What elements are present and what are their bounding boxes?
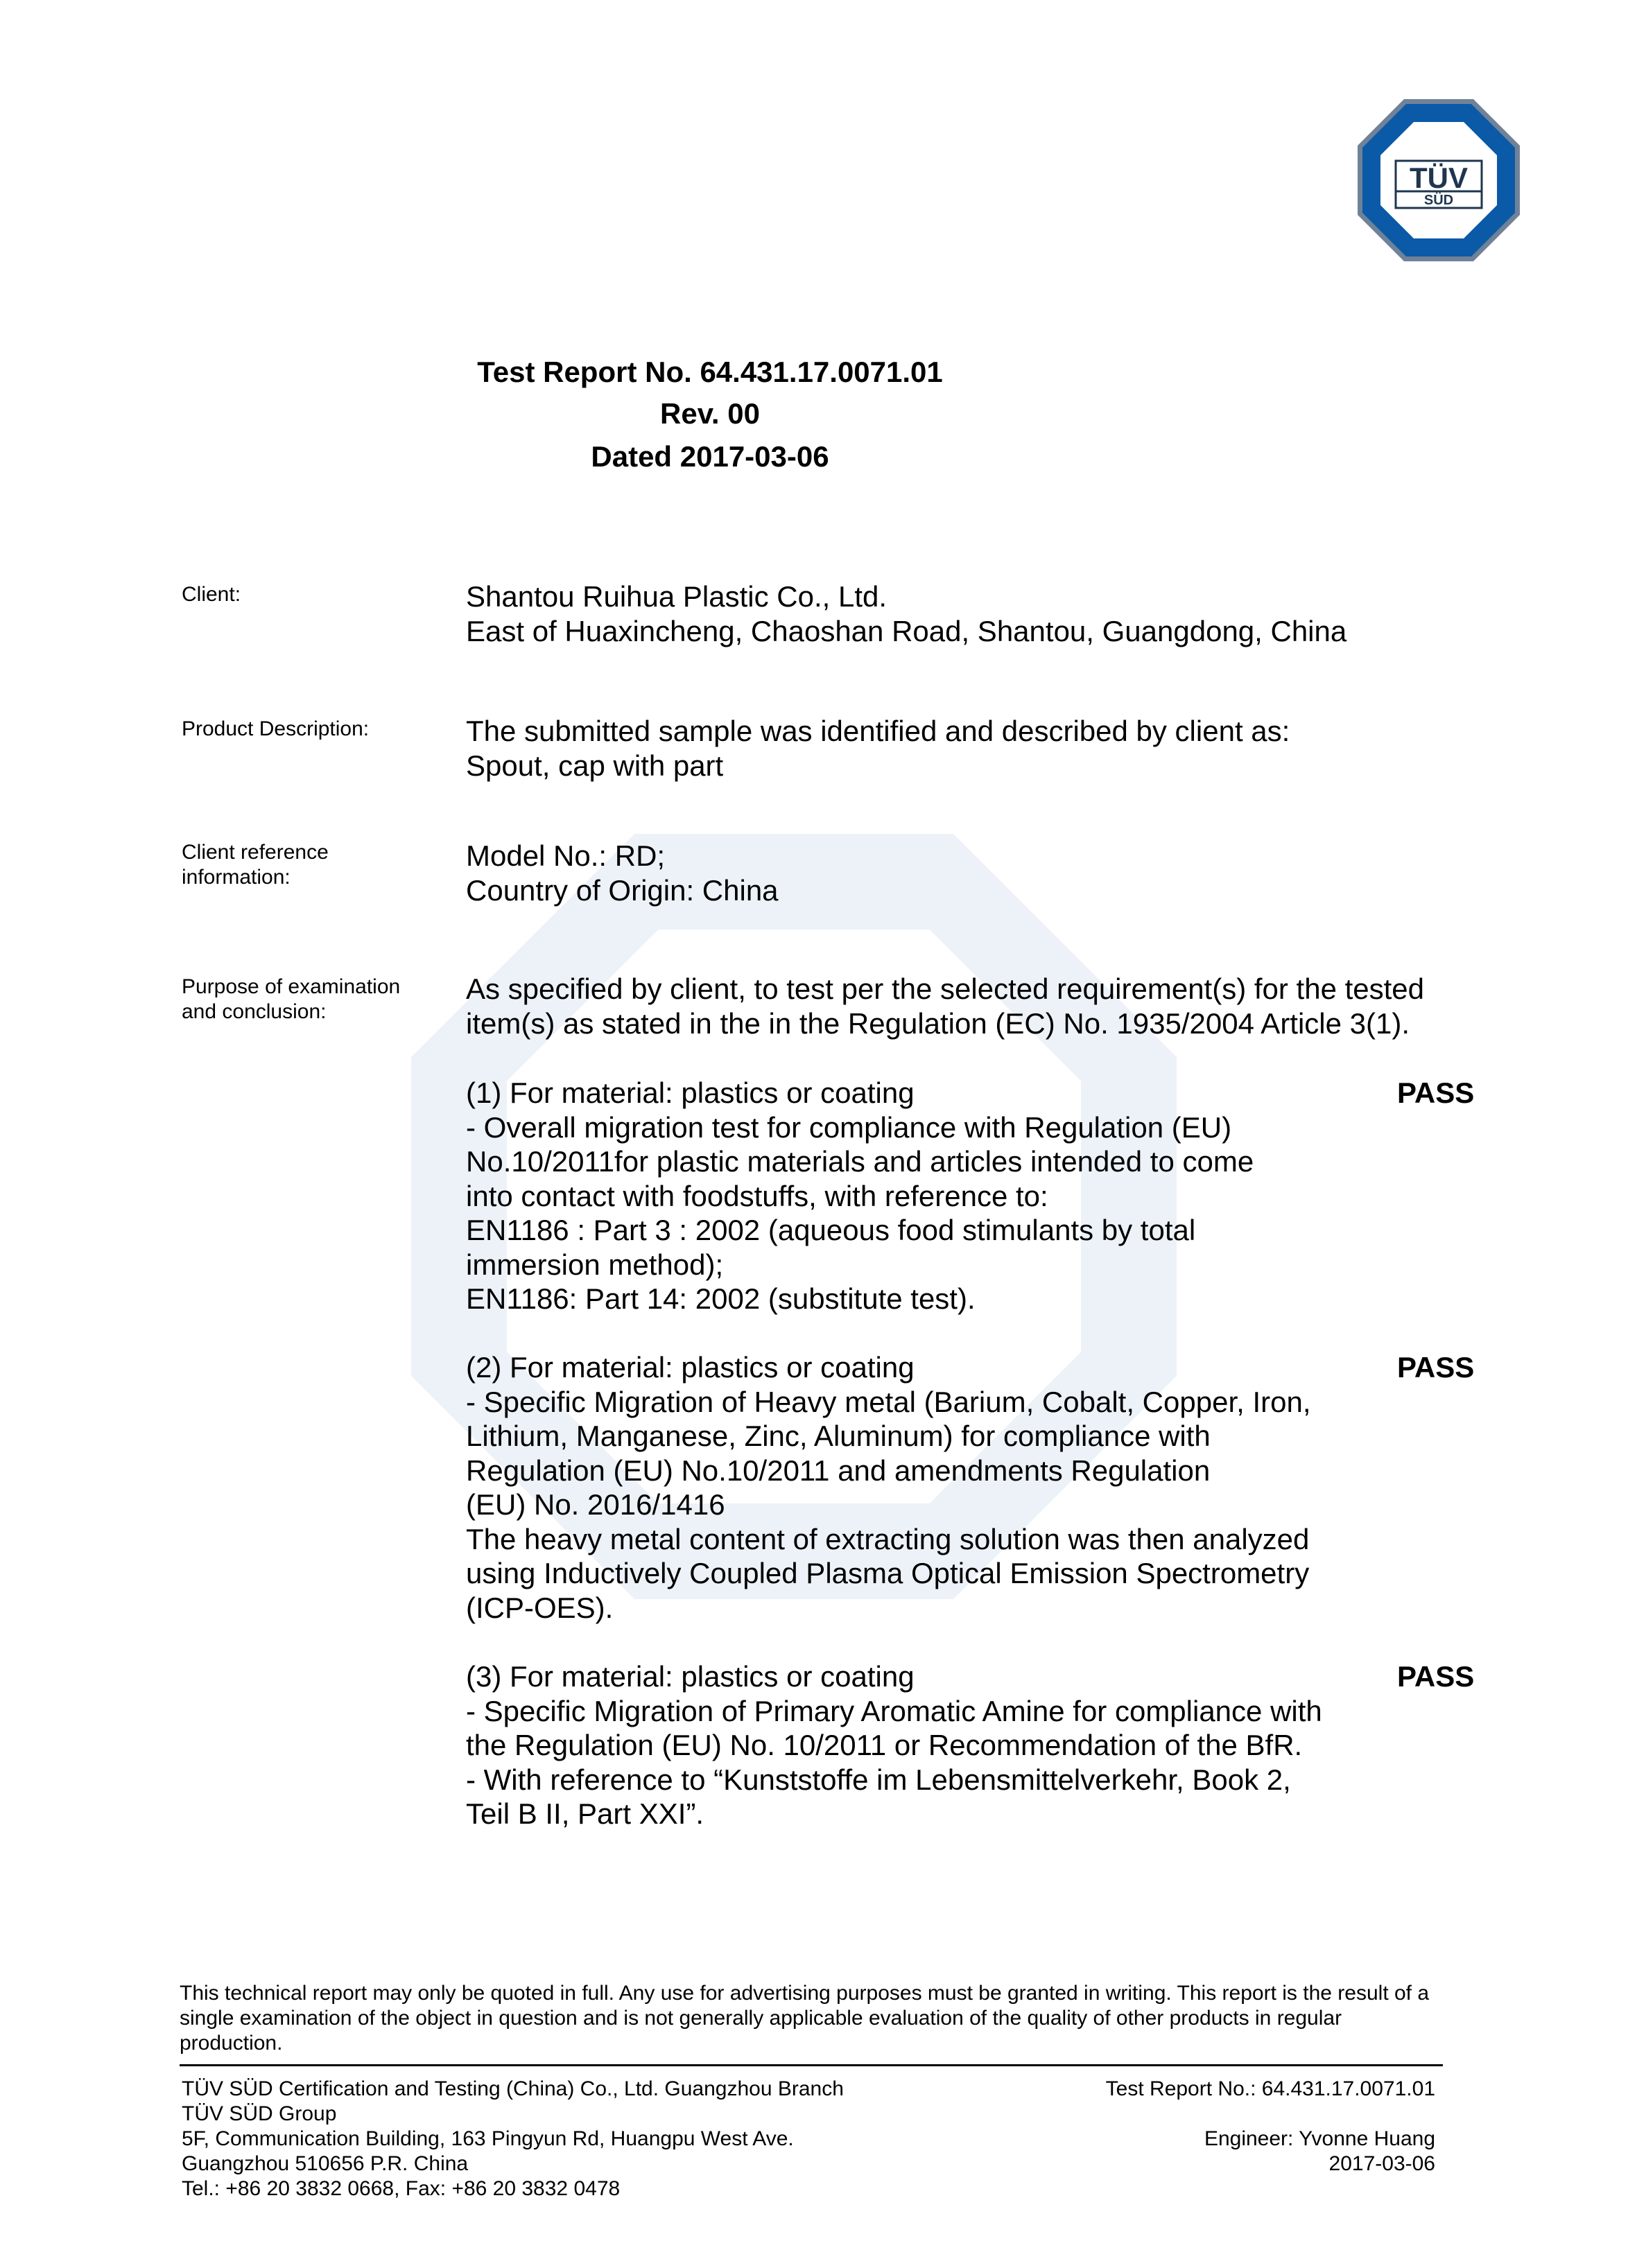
client-address: East of Huaxincheng, Chaoshan Road, Shantou, Guangdong, China — [466, 615, 1347, 647]
test-3-result: PASS — [1397, 1660, 1475, 1693]
tuv-sud-logo — [1356, 97, 1522, 263]
svg-text:TÜV: TÜV — [1410, 162, 1468, 194]
product-line-1: The submitted sample was identified and described by client as: — [466, 715, 1290, 747]
client-label: Client: — [182, 583, 241, 606]
footer-engineer: Engineer: Yvonne Huang — [1204, 2127, 1435, 2150]
footer-group: TÜV SÜD Group — [182, 2102, 337, 2125]
test-2-result: PASS — [1397, 1351, 1475, 1384]
footer-company-info — [182, 2077, 844, 2201]
test-item-2: (2) For material: plastics or coating - Specific Migration of Heavy metal (Barium, Cobalt, Copper, Iron, Lithium, Manganese, Zinc, Aluminum) for compliance with Regulation (EU) No.10/2011 and amendments Regulation (EU) No. 2016/1416 The heavy metal content of extracting solution was then analyzed using Inductively Coupled Plasma Optical Emission Spectrometry (ICP-OES). — [466, 1351, 1311, 1624]
client-name: Shantou Ruihua Plastic Co., Ltd. — [466, 580, 887, 613]
disclaimer-text: This technical report may only be quoted in full. Any use for advertising purposes must be granted in writing. This report is the result of a single examination of the object in question and is not generally applicable evaluation of the quality of other products in regular production. — [180, 1982, 1430, 2055]
test-1-result: PASS — [1397, 1076, 1475, 1109]
model-number: Model No.: RD; — [466, 839, 666, 872]
revision-title: Rev. 00 — [660, 397, 760, 430]
country-of-origin: Country of Origin: China — [466, 874, 779, 907]
report-number-title: Test Report No. 64.431.17.0071.01 — [477, 356, 943, 388]
footer-contact: Tel.: +86 20 3832 0668, Fax: +86 20 3832 0478 — [182, 2177, 621, 2200]
client-value — [466, 579, 1346, 649]
product-description-value — [466, 714, 1290, 783]
footer-company: TÜV SÜD Certification and Testing (China) Co., Ltd. Guangzhou Branch — [182, 2077, 844, 2100]
client-reference-label: Client reference information: — [182, 841, 329, 889]
footer-address-2: Guangzhou 510656 P.R. China — [182, 2152, 469, 2175]
purpose-intro: As specified by client, to test per the selected requirement(s) for the tested item(s) as stated in the in the Regulation (EC) No. 1935/2004 Article 3(1). — [466, 972, 1425, 1040]
dated-title: Dated 2017-03-06 — [591, 440, 829, 473]
product-line-2: Spout, cap with part — [466, 749, 724, 782]
footer-address-1: 5F, Communication Building, 163 Pingyun Rd, Huangpu West Ave. — [182, 2127, 794, 2150]
svg-text:SÜD: SÜD — [1423, 193, 1454, 208]
client-reference-value — [466, 839, 779, 908]
test-item-3: (3) For material: plastics or coating - Specific Migration of Primary Aromatic Amine for compliance with the Regulation (EU) No. 10/2011 or Recommendation of the BfR. - With reference to “Kunststoffe im Lebensmittelverkehr, Book 2, Teil B II, Part XXI”. — [466, 1660, 1322, 1830]
footer-divider — [180, 2064, 1443, 2066]
footer-spacer — [1106, 2102, 1435, 2127]
footer-report-info — [1106, 2077, 1435, 2177]
purpose-label: Purpose of examination and conclusion: — [182, 975, 401, 1023]
footer-date: 2017-03-06 — [1328, 2152, 1435, 2175]
footer-report-number: Test Report No.: 64.431.17.0071.01 — [1105, 2077, 1435, 2100]
test-item-1: (1) For material: plastics or coating - Overall migration test for compliance with Regulation (EU) No.10/2011for plastic materials and articles intended to come into contact with foodstuffs, with reference to: EN1186 : Part 3 : 2002 (aqueous food stimulants by total immersion method); EN1186: Part 14: 2002 (substitute test). — [466, 1076, 1254, 1315]
product-description-label: Product Description: — [182, 717, 370, 740]
